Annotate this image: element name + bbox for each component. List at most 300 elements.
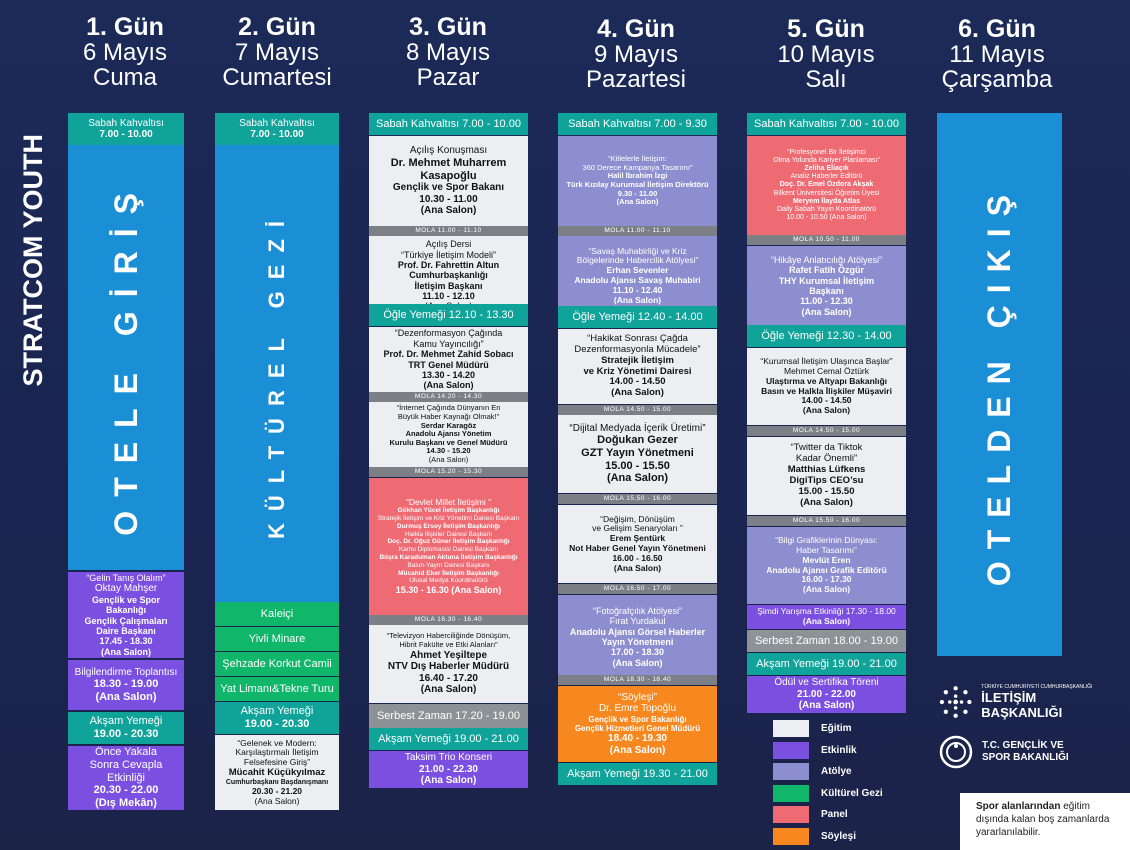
org: Gençlik ve Spor Bakanı [392,182,505,194]
breakfast-block [558,113,717,135]
legend-swatch [773,742,809,759]
time: 17.00 - 18.30 [610,647,665,658]
breakfast-label: Sabah Kahvaltısı [239,117,315,129]
gsb-label: SPOR BAKANLIĞI [982,752,1069,763]
place-yat-limani [215,677,339,701]
time: 10.30 - 11.00 [419,193,478,205]
panelist: Durmuş Ersoy İletişim Başkanlığı [397,522,500,530]
break-label: MOLA 15.50 - 16.00 [603,495,672,503]
venue: (Dış Mekân) [95,796,157,809]
break-bar [369,226,528,236]
venue: (Ana Salon) [798,700,855,712]
place-sehzade [215,652,339,676]
break-bar [558,675,717,685]
time: 17.45 - 18.30 [99,636,153,647]
lunch-label: Öğle Yemeği 12.10 - 13.30 [383,308,514,321]
break-bar [558,405,717,415]
break-bar [558,494,717,504]
panelist-org: Kamu Diplomasisi Dairesi Başkanı [398,546,499,554]
day-weekday: Cumartesi [222,64,332,92]
org: ve Kriz Yönetimi Dairesi [583,365,692,377]
break-label: MOLA 16.30 - 16.40 [414,616,483,624]
checkout-block [937,113,1062,656]
place-label: Yivli Minare [248,632,306,645]
concert-block [369,751,528,788]
talk-title: Felsefesine Giriş” [243,757,311,768]
session-2 [558,236,717,316]
speaker: Oktay Mahşer [94,583,158,595]
day-header [202,14,352,91]
speaker: Kasapoğlu [420,169,477,182]
break-label: MOLA 11.00 - 11.10 [604,227,671,235]
org: Yayın Yönetmeni [601,637,674,647]
break-label: MOLA 11.00 - 11.10 [415,227,482,235]
session-title: “Bilgi Grafiklerinin Dünyası: [775,535,878,546]
breakfast-block [215,113,339,145]
speaker: Mücahit Küçükyılmaz [228,766,326,778]
iletisim-emblem-icon [938,684,973,720]
session-1 [747,136,906,235]
venue: (Ana Salon) [611,387,664,399]
iletisim-logo [938,682,1118,722]
place-yivli-minare [215,627,339,651]
org: NTV Dış Haberler Müdürü [387,661,510,673]
legend-swatch [773,785,809,802]
speaker: Rafet Fatih Özgür [788,265,864,276]
session-3 [369,327,528,392]
panelist-org: Daily Sabah Yayın Koordinatörü [777,205,876,213]
panel-title: “Devlet Millet İletişimi ” [405,497,491,508]
dinner-label: Akşam Yemeği [89,715,163,728]
event-title: Önce Yakala [95,746,157,759]
day-weekday: Pazar [416,64,480,92]
day1-column [68,113,184,810]
venue: (Ana Salon) [802,584,851,595]
day-date: 10 Mayıs [777,41,875,69]
note-box [960,793,1130,850]
org: Anadolu Ajansı Savaş Muhabiri [574,275,701,285]
award-block [747,676,906,713]
speaker: Doğukan Gezer [597,434,678,447]
venue: (Ana Salon) [254,795,300,806]
free-time [369,704,528,728]
day2-column [215,113,339,810]
iletisim-small-label: TÜRKİYE CUMHURİYETİ CUMHURBAŞKANLIĞI [981,684,1093,690]
org: Ulaştırma ve Altyapı Bakanlığı [765,375,888,386]
time: 15.00 - 15.50 [605,459,670,472]
free-time [747,630,906,652]
lunch-block [558,306,717,328]
day-weekday: Cuma [92,64,158,92]
day-date: 6 Mayıs [82,39,168,67]
day-num: 1. Gün [86,13,164,41]
venue: (Ana Salon) [420,684,477,696]
session-opening [369,136,528,226]
break-bar [369,392,528,402]
org: Gençlik Çalışmaları [84,615,168,626]
day5-column [747,113,906,713]
free-label: Serbest Zaman 18.00 - 19.00 [754,634,899,647]
session-1 [558,136,717,226]
session-title: Bölgelerinde Habercilik Atölyesi” [576,255,699,266]
time: 18.40 - 19.30 [608,733,667,745]
note-bold: Spor alanlarından [976,801,1061,812]
day-header [751,16,901,93]
checkin-block [68,145,184,570]
checkin-label: OTELE GİRİŞ [107,179,144,536]
session-title: “Televizyon Haberciliğinde Dönüşüm, [386,631,511,641]
legend-label: Etkinlik [821,744,857,756]
lunch-block [369,304,528,326]
break-bar [747,516,906,526]
venue: (Ana Salon) [613,562,662,573]
org: Cumhurbaşkanlığı [409,270,488,281]
venue: (Ana Salon) [100,646,151,657]
breakfast-block [747,113,906,135]
time: 16.40 - 17.20 [419,672,478,684]
org: Başkanı [809,286,844,296]
venue: (Ana Salon) [95,690,157,703]
speaker: Stratejik İletişim [601,354,674,366]
time: 13.30 - 14.20 [421,369,476,380]
cultural-tour-block [215,145,339,602]
time: 14.30 - 15.20 [426,446,471,456]
venue: (Ana Salon) [802,616,851,626]
panel-block [369,478,528,615]
org: Anadolu Ajansı Grafik Editörü [766,564,887,575]
venue: (Ana Salon) [420,205,477,217]
org: TRT Genel Müdürü [408,359,489,370]
lunch-block [747,325,906,347]
speaker: Matthias Lüfkens [787,464,866,476]
breakfast-block [369,113,528,135]
breakfast-time: 7.00 - 10.00 [99,129,153,140]
panelist: Zeliha Eliaçık [804,165,849,173]
gsb-label: T.C. GENÇLİK VE [982,740,1064,751]
panelist: Gökhan Yücel İletişim Başkanlığı [397,507,500,515]
iletisim-label: İLETİŞİM BAŞKANLIĞI [981,690,1063,720]
gsb-logo [938,732,1118,772]
panelist-org: Ulusal Medya Koordinatörü [409,577,488,585]
legend-label: Atölye [821,766,852,777]
legend [773,720,893,850]
time: 14.00 - 14.50 [609,376,666,388]
speaker: Serdar Karagöz [420,420,477,430]
panelist-org: Basın-Yayın Dairesi Başkanı [407,561,490,569]
org: Anadolu Ajansı Yönetim [405,429,492,439]
place-kaleici [215,602,339,626]
venue: (Ana Salon) [800,496,853,508]
day-date: 7 Mayıs [234,39,320,67]
session-3 [747,348,906,425]
event-title: “Gelin Tanış Olalım” [86,573,166,584]
day-header [50,14,200,91]
time: 16.00 - 17.30 [801,574,852,585]
legend-swatch [773,720,809,737]
venue: (Ana Salon) [801,306,852,317]
session-title: Kadar Önemli” [795,453,858,465]
speaker: Halil İbrahim İzgi [607,171,668,181]
dinner-time: 19.00 - 20.30 [244,718,310,730]
time: 15.30 - 16.30 (Ana Salon) [395,585,502,596]
panelist: Mücahid Eker İletişim Başkanlığı [398,569,499,577]
time: 16.00 - 16.50 [612,552,663,563]
session-title: “Savaş Muhabirliği ve Kriz [588,245,687,256]
breakfast-time: 7.00 - 10.00 [250,129,304,140]
session-title: “Dijital Medyada İçerik Üretimi” [569,422,706,434]
dinner-label: Akşam Yemeği 19.00 - 21.00 [378,732,519,745]
break-label: MOLA 10.50 - 11.00 [793,236,860,244]
panelist-org: Analiz Haberler Editörü [790,173,863,181]
legend-item [773,828,856,845]
speaker: Ahmet Yeşiltepe [409,649,488,661]
contest-block [747,605,906,629]
day-num: 3. Gün [409,13,487,41]
session-title: “İnternet Çağında Dünyanın En [396,403,501,413]
session-title: Kamu Yayıncılığı” [413,338,484,349]
venue: (Ana Salon) [612,657,663,668]
day-num: 6. Gün [958,15,1036,43]
dinner-label: Akşam Yemeği 19.30 - 21.00 [567,767,708,780]
event-title: Sonra Cevapla Etkinliği [89,759,163,784]
place-label: Yat Limanı&Tekne Turu [220,682,334,695]
break-bar [747,235,906,245]
speaker: Mehmet Cemal Öztürk [783,365,870,376]
dinner-time: 19.00 - 20.30 [93,728,159,740]
break-label: MOLA 14.50 - 15.00 [603,406,672,414]
org: DigiTips CEO’su [789,475,864,486]
break-label: MOLA 18.30 - 18.40 [603,676,672,684]
org: GZT Yayın Yönetmeni [581,447,694,460]
org: Daire Başkanı [96,625,156,636]
panelist: Meryem İlayda Atlas [792,197,861,205]
org: Cumhurbaşkanı Başdanışmanı [225,778,329,786]
session-4 [747,437,906,515]
legend-label: Panel [821,809,848,820]
event-title: Ödül ve Sertifika Töreni [774,677,879,689]
speaker: Mevlüt Eren [802,554,851,565]
session-title: “Fotoğrafçılık Atölyesi” [592,605,683,616]
place-label: Şehzade Korkut Camii [222,657,332,670]
dinner-block [558,763,717,785]
time: 11.10 - 12.10 [422,291,475,302]
session-title: “Profesyonel Bir İletişimci [787,149,866,157]
speaker: Fırat Yurdakul [609,616,666,627]
speaker: Erhan Sevenler [606,265,669,276]
day-header [922,16,1072,93]
time: 21.00 - 22.00 [797,688,856,700]
panelist: Doç. Dr. Emel Özdora Akşak [779,181,874,189]
info-meeting [68,660,184,710]
session-title: Açılış Konuşması [409,145,488,157]
legend-item [773,763,852,780]
lunch-label: Öğle Yemeği 12.30 - 14.00 [761,329,892,342]
day-num: 5. Gün [787,15,865,43]
legend-item [773,742,857,759]
session-title: “Türkiye İletişim Modeli” [400,249,496,260]
session-title: “Kurumsal İletişim Ulaşınca Başlar” [760,356,893,367]
venue: (Ana Salon) [428,455,469,465]
brand-logo [8,115,58,405]
interview-block [558,686,717,762]
day-header [561,16,711,93]
session-title: “Twitter da Tiktok [790,442,863,454]
session-6 [369,625,528,703]
break-label: MOLA 14.20 - 14.30 [414,393,483,401]
break-bar [558,226,717,236]
session-4 [558,415,717,493]
talk-title: “Gelenek ve Modern: [237,737,317,748]
session-title: Haber Tasarımı” [796,544,857,555]
speaker: Dr. Emre Topoğlu [598,703,677,715]
evening-talk [215,735,339,810]
session-3 [558,329,717,404]
dinner-label: Akşam Yemeği [240,705,314,718]
break-label: MOLA 14.50 - 15.00 [792,427,861,435]
legend-swatch [773,828,809,845]
speaker: Prof. Dr. Mehmet Zahid Sobacı [383,349,514,360]
venue: (Ana Salon) [606,472,669,485]
org: Kurulu Başkanı ve Genel Müdürü [389,437,508,447]
org: Gençlik ve Spor Bakanlığı [91,594,161,616]
lunch-label: Öğle Yemeği 12.40 - 14.00 [572,310,703,323]
panelist: Büşra Karaduman Aktuna İletişim Başkanlığı [379,553,518,561]
session-title: “Hakikat Sonrası Çağda [587,332,688,344]
speaker: Prof. Dr. Fahrettin Altun [397,259,500,270]
legend-item [773,720,852,737]
time: 9.30 - 11.00 [617,188,658,198]
session-title: 360 Derece Kampanya Tasarımı” [582,162,693,172]
session-title: “Değişim, Dönüşüm [600,513,675,524]
panelist-org: Bilkent Üniversitesi Öğretim Üyesi [773,189,880,197]
session-title: Olma Yolunda Kariyer Planlaması” [773,157,880,165]
dinner-label: Akşam Yemeği 19.00 - 21.00 [756,657,897,670]
legend-label: Kültürel Gezi [821,787,883,799]
breakfast-label: Sabah Kahvaltısı 7.00 - 10.00 [376,117,521,130]
time: 10.00 - 10.50 (Ana Salon) [786,213,867,221]
day3-column [369,113,528,788]
break-bar [747,426,906,436]
session-6 [558,595,717,679]
day-weekday: Salı [805,66,847,94]
free-label: Serbest Zaman 17.20 - 19.00 [376,709,521,722]
venue: (Ana Salon) [613,294,662,305]
gsb-emblem-icon [938,734,974,770]
day-date: 8 Mayıs [405,39,491,67]
venue: (Ana Salon) [420,775,477,787]
session-title: Hibrit Fakülte ve Etki Alanları” [399,640,498,649]
org: Gençlik ve Spor Bakanlığı [588,714,687,724]
time: 20.30 - 22.00 [93,784,159,797]
legend-swatch [773,806,809,823]
session-4 [369,402,528,467]
day-date: 11 Mayıs [949,41,1045,69]
legend-item [773,806,848,823]
session-title: Açılış Dersi [425,239,472,250]
time: 11.10 - 12.40 [612,284,663,295]
day-num: 4. Gün [597,15,675,43]
legend-item [773,785,883,802]
panelist-org: Stratejik İletişim ve Kriz Yönetimi Dairesi Başkanı [377,515,520,522]
day4-column [558,113,717,788]
breakfast-label: Sabah Kahvaltısı 7.00 - 9.30 [568,117,707,130]
venue: (Ana Salon) [802,405,851,416]
org: Anadolu Ajansı Görsel Haberler [569,626,706,637]
session-5 [747,527,906,604]
place-label: Kaleiçi [260,607,294,620]
legend-label: Söyleşi [821,830,857,842]
org: Basın ve Halkla İlişkiler Müşaviri [761,385,892,396]
org: THY Kurumsal İletişim [778,275,875,286]
break-bar [369,467,528,477]
org: Gençlik Hizmetleri Genel Müdürü [574,724,701,733]
day-header [373,14,523,91]
day-weekday: Çarşamba [941,66,1053,94]
session-5 [558,505,717,583]
org: Not Haber Genel Yayın Yönetmeni [569,543,706,553]
speaker: Erem Şentürk [609,533,666,544]
panelist: Doç. Dr. Oğuz Güner İletişim Başkanlığı [387,538,510,546]
venue: (Ana Salon) [616,197,659,207]
break-bar [369,615,528,625]
breakfast-block [68,113,184,145]
break-label: MOLA 15.20 - 15.30 [414,468,483,476]
legend-label: Eğitim [821,723,852,734]
day-weekday: Pazartesi [585,66,687,94]
dinner-block [747,653,906,675]
brand-text: STRATCOM YOUTH [17,133,48,387]
org: İletişim Başkanı [414,280,483,291]
session-title: ve Gelişim Senaryoları ” [592,523,683,534]
time: 21.00 - 22.30 [419,763,478,775]
break-label: MOLA 16.50 - 17.00 [603,585,672,593]
session-title: “Hikâye Anlatıcılığı Atölyesi” [770,254,883,265]
talk-title: Karşılaştırmalı İletişim [235,747,319,758]
speaker: Dr. Mehmet Muharrem [390,156,507,169]
dinner-block [215,702,339,734]
event-title: Şimdi Yarışma Etkinliği 17.30 - 18.00 [757,606,896,617]
session-title: Büyük Haber Kaynağı Olmak!” [397,411,500,421]
note-text: eğitim dışında kalan boş zamanlarda yararlanılabilir. [976,801,1110,838]
dinner-block [369,728,528,750]
day-num: 2. Gün [238,13,316,41]
time: 18.30 - 19.00 [93,678,159,691]
venue: (Ana Salon) [423,380,474,391]
break-label: MOLA 15.50 - 16.00 [792,517,861,525]
session-title: “Kitlelerle İletişim: [608,154,667,164]
time: 15.00 - 15.50 [798,485,855,497]
break-bar [558,584,717,594]
cultural-tour-label: KÜLTÜREL GEZİ [264,208,290,539]
breakfast-label: Sabah Kahvaltısı 7.00 - 10.00 [754,117,899,130]
evening-event [68,746,184,810]
org: Türk Kızılay Kurumsal İletişim Direktörü [566,180,709,189]
time: 11.00 - 12.30 [800,296,853,307]
intro-event [68,572,184,658]
panelist-org: Halkla İlişkiler Dairesi Başkanı [404,530,493,538]
time: 14.00 - 14.50 [801,395,852,406]
event-title: Bilgilendirme Toplantısı [74,666,178,678]
session-title: “Söyleşi” [618,691,657,703]
session-title: “Dezenformasyon Çağında [394,328,503,339]
breakfast-label: Sabah Kahvaltısı [88,117,164,129]
session-2 [747,246,906,326]
session-title: Dezenformasyonla Mücadele” [574,343,701,355]
venue: (Ana Salon) [609,744,666,756]
day-date: 9 Mayıs [593,41,679,69]
checkout-label: OTELDEN ÇIKIŞ [981,182,1018,587]
dinner-block [68,712,184,744]
